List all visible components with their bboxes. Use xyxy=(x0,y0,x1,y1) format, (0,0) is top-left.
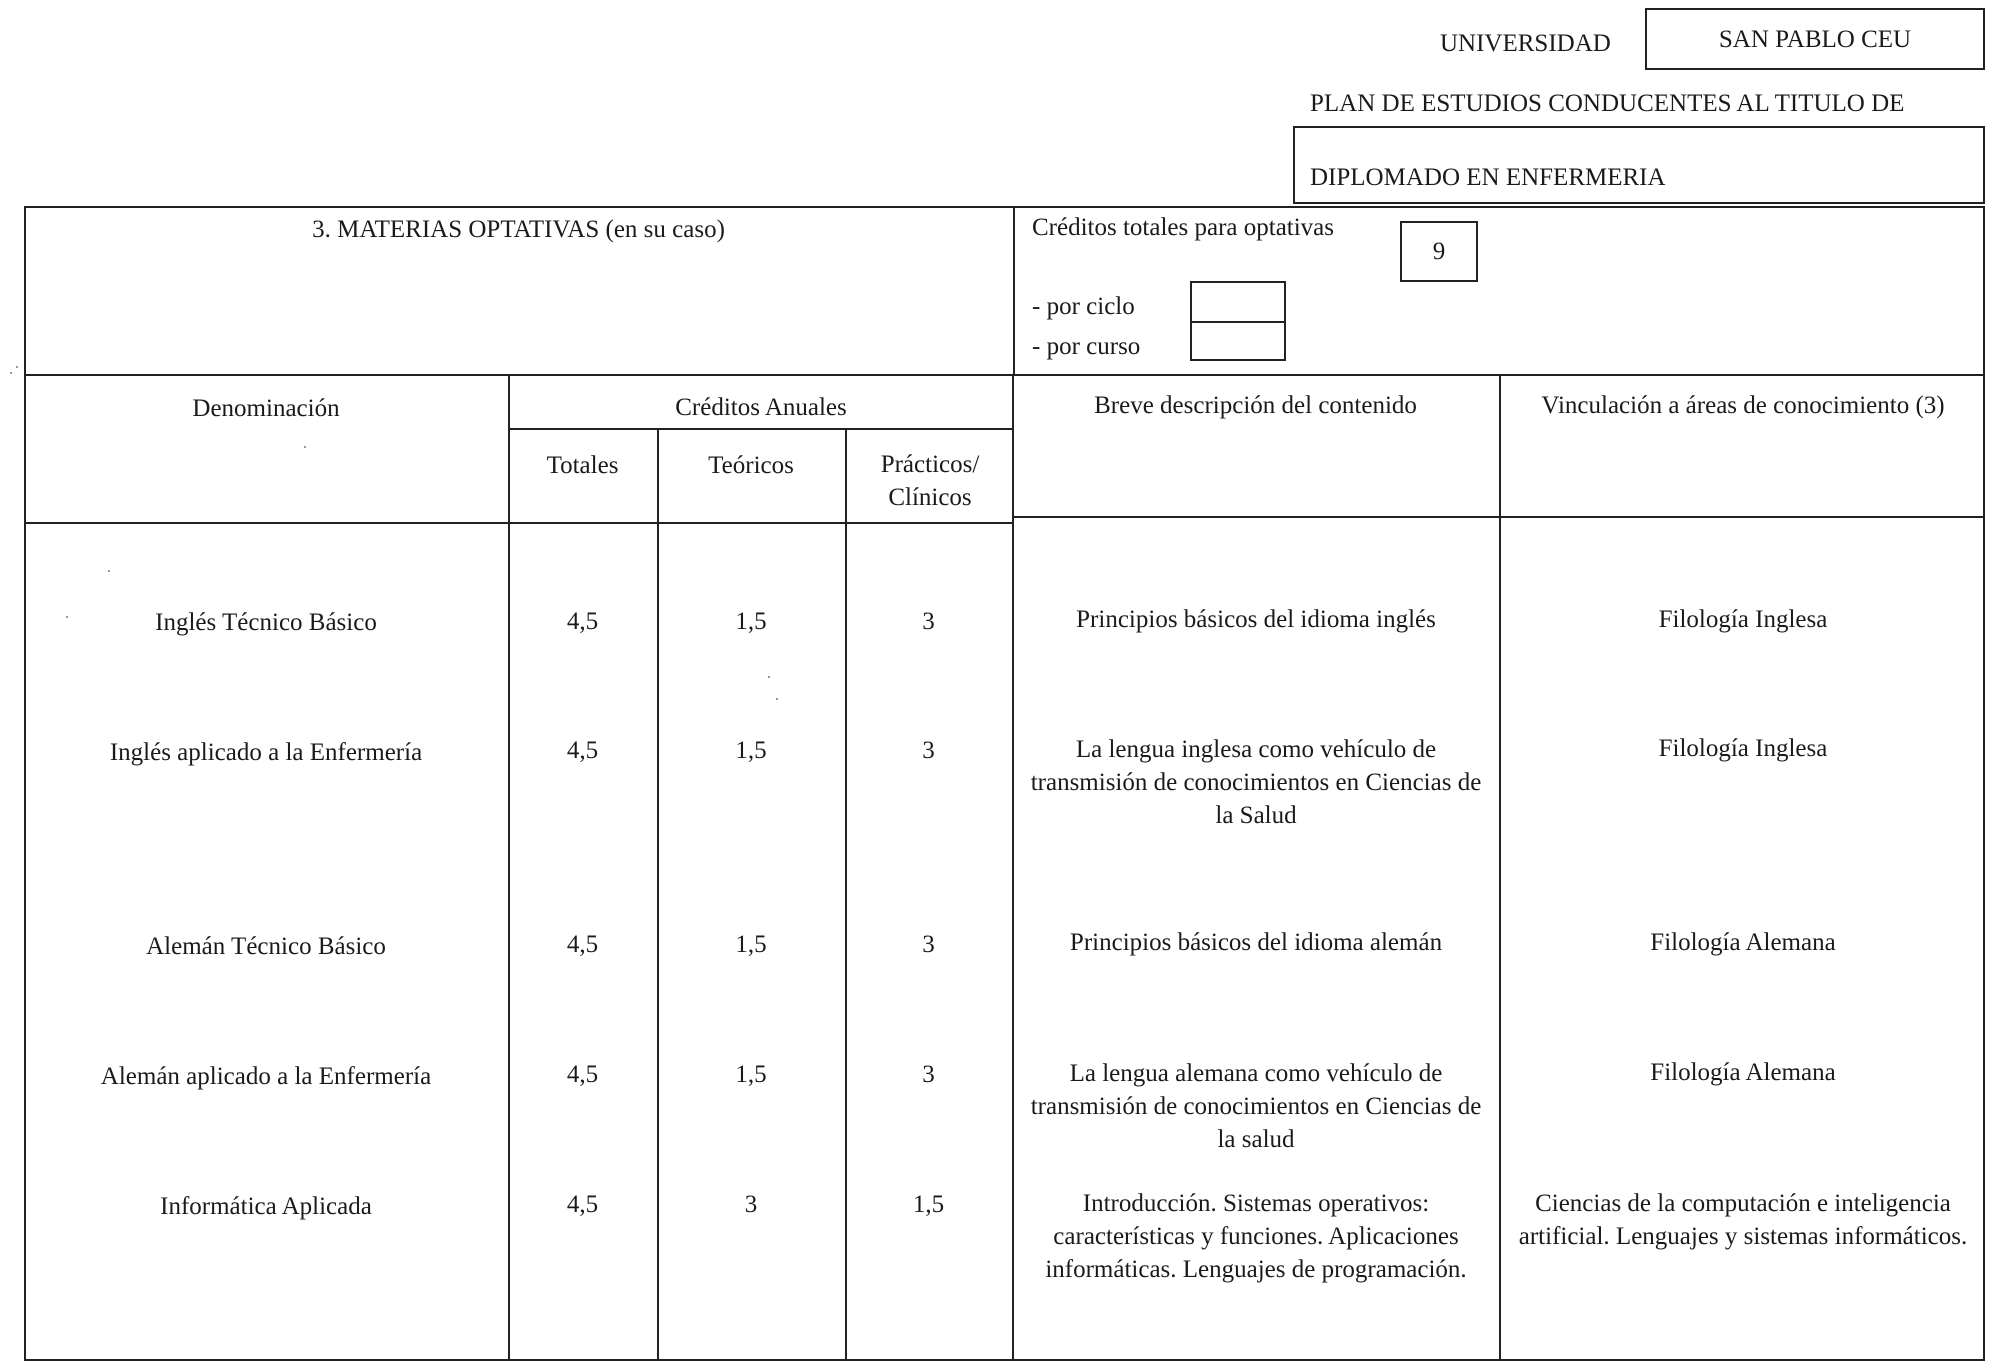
row-4-denominacion: Informática Aplicada xyxy=(160,1193,372,1220)
credits-total-label: Créditos totales para optativas xyxy=(1032,214,1335,241)
header-vinculacion: Vinculación a áreas de conocimiento (3) xyxy=(1541,392,1945,419)
scan-speck xyxy=(776,698,778,700)
row-1-descripcion: La lengua inglesa como vehículo de transmisión de conocimientos en Ciencias de la Salud xyxy=(1030,736,1482,829)
header-teoricos: Teóricos xyxy=(708,452,794,479)
header-bottom-line-right xyxy=(1012,516,1985,518)
row-0-denominacion: Inglés Técnico Básico xyxy=(155,609,377,636)
row-2-denominacion: Alemán Técnico Básico xyxy=(146,933,386,960)
row-3-vinculacion: Filología Alemana xyxy=(1650,1059,1836,1086)
scan-speck xyxy=(10,372,12,374)
row-4-totales: 4,5 xyxy=(566,1191,599,1218)
col-divider-5 xyxy=(1499,374,1501,1361)
header-totales: Totales xyxy=(546,452,619,479)
scan-speck xyxy=(768,676,770,678)
plan-label: PLAN DE ESTUDIOS CONDUCENTES AL TITULO DE xyxy=(1310,90,1905,117)
row-4-teoricos: 3 xyxy=(744,1191,758,1218)
por-curso-label: - por curso xyxy=(1032,333,1141,360)
row-2-totales: 4,5 xyxy=(566,931,599,958)
section-title: 3. MATERIAS OPTATIVAS (en su caso) xyxy=(312,216,725,243)
row-0-totales: 4,5 xyxy=(566,608,599,635)
row-0-descripcion: Principios básicos del idioma inglés xyxy=(1076,606,1436,633)
row-0-practicos: 3 xyxy=(922,608,935,635)
row-1-totales: 4,5 xyxy=(566,737,599,764)
scan-speck xyxy=(66,616,68,618)
row-3-practicos: 3 xyxy=(922,1061,935,1088)
row-3-denominacion: Alemán aplicado a la Enfermería xyxy=(100,1063,432,1090)
row-2-teoricos: 1,5 xyxy=(735,931,767,958)
row-1-teoricos: 1,5 xyxy=(735,737,767,764)
row-1-denominacion: Inglés aplicado a la Enfermería xyxy=(109,739,423,766)
degree-title: DIPLOMADO EN ENFERMERIA xyxy=(1310,164,1666,191)
header-bottom-line-left xyxy=(24,522,1014,524)
row-1-practicos: 3 xyxy=(922,737,935,764)
por-ciclo-label: - por ciclo xyxy=(1032,293,1135,320)
scan-speck xyxy=(108,570,110,572)
creditos-subheader-line xyxy=(508,428,1014,430)
scan-speck xyxy=(16,366,18,368)
row-3-teoricos: 1,5 xyxy=(735,1061,767,1088)
col-divider-2 xyxy=(657,430,659,1361)
row-4-descripcion: Introducción. Sistemas operativos: características y funciones. Aplicaciones informáticas. Lenguajes de programación. xyxy=(1045,1190,1467,1283)
row-0-vinculacion: Filología Inglesa xyxy=(1658,606,1828,633)
scan-speck xyxy=(304,446,306,448)
university-name: SAN PABLO CEU xyxy=(1718,26,1912,53)
university-label: UNIVERSIDAD xyxy=(1440,30,1611,57)
row-3-totales: 4,5 xyxy=(566,1061,599,1088)
section-divider xyxy=(1013,206,1015,376)
col-divider-3 xyxy=(845,430,847,1361)
row-1-vinculacion: Filología Inglesa xyxy=(1658,735,1828,762)
row-0-teoricos: 1,5 xyxy=(735,608,767,635)
credits-total-value: 9 xyxy=(1432,238,1446,265)
header-descripcion: Breve descripción del contenido xyxy=(1094,392,1417,419)
por-ciclo-box[interactable] xyxy=(1190,281,1286,323)
header-practicos: Prácticos/ Clínicos xyxy=(880,451,980,511)
row-2-descripcion: Principios básicos del idioma alemán xyxy=(1069,929,1443,956)
row-2-vinculacion: Filología Alemana xyxy=(1650,929,1836,956)
row-4-practicos: 1,5 xyxy=(912,1191,945,1218)
row-2-practicos: 3 xyxy=(922,931,935,958)
header-creditos-anuales: Créditos Anuales xyxy=(675,394,847,421)
row-3-descripcion: La lengua alemana como vehículo de transmisión de conocimientos en Ciencias de la salud xyxy=(1030,1060,1482,1153)
por-curso-box[interactable] xyxy=(1190,321,1286,361)
row-4-vinculacion: Ciencias de la computación e inteligencia artificial. Lenguajes y sistemas informáticos. xyxy=(1518,1190,1968,1250)
header-denominacion: Denominación xyxy=(192,395,340,422)
